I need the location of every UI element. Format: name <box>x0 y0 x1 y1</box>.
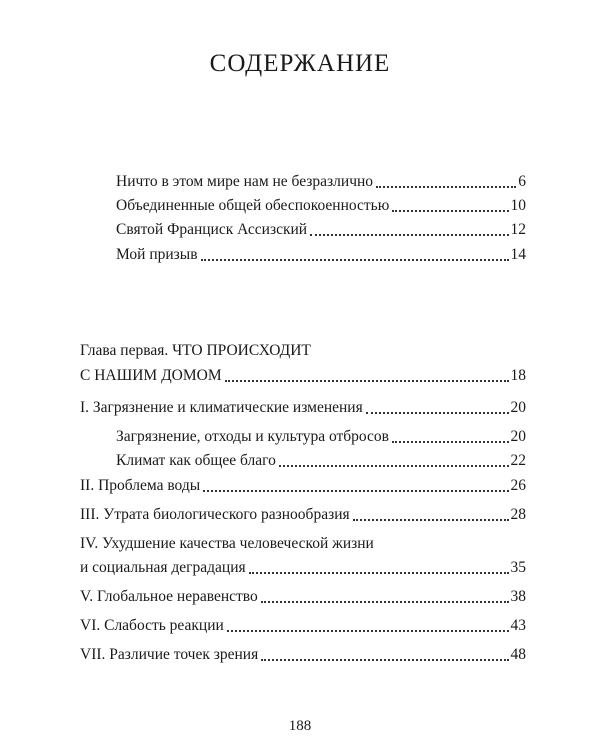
leader-dots <box>249 572 509 574</box>
leader-dots <box>203 490 508 492</box>
toc-entry <box>80 398 526 418</box>
toc-subentry <box>116 451 526 471</box>
leader-dots <box>201 259 509 261</box>
leader-dots <box>366 412 509 414</box>
toc-entry-page: 26 <box>510 477 526 494</box>
toc-entry-page: 48 <box>510 646 526 663</box>
toc-entry-page: 6 <box>518 173 526 190</box>
toc-entry-page: 10 <box>510 197 526 214</box>
toc-entry <box>80 616 526 636</box>
toc-entry <box>80 476 526 496</box>
toc-entry-page: 38 <box>510 588 526 605</box>
toc-entry-label: VII. Различие точек зрения <box>80 646 259 663</box>
leader-dots <box>392 210 508 212</box>
toc-entry <box>116 220 526 240</box>
toc-entry-label: Загрязнение, отходы и культура отбросов <box>116 428 389 445</box>
leader-dots <box>353 519 509 521</box>
chapter-heading-line2: С НАШИМ ДОМОМ <box>80 367 222 384</box>
toc-entry-page: 18 <box>510 367 526 384</box>
toc-entry-page: 22 <box>510 452 526 469</box>
leader-dots <box>261 659 508 661</box>
toc-entry-label: V. Глобальное неравенство <box>80 588 258 605</box>
toc-entry-page: 12 <box>510 221 526 238</box>
chapter-entry <box>80 366 526 386</box>
toc-entry-label-line1: IV. Ухудшение качества человеческой жизни <box>80 535 374 552</box>
leader-dots <box>376 186 516 188</box>
leader-dots <box>227 630 509 632</box>
toc-entry-label: I. Загрязнение и климатические изменения <box>80 399 363 416</box>
toc-entry-page: 20 <box>510 428 526 445</box>
toc-entry <box>80 505 526 525</box>
leader-dots <box>225 380 509 382</box>
toc-entry-label: Святой Франциск Ассизский <box>116 221 308 238</box>
toc-entry-page: 35 <box>510 559 526 576</box>
toc-subentry <box>116 427 526 447</box>
toc-entry-label: III. Утрата биологического разнообразия <box>80 506 350 523</box>
page-title: СОДЕРЖАНИЕ <box>209 50 391 77</box>
leader-dots <box>392 441 509 443</box>
leader-dots <box>261 601 509 603</box>
toc-entry-page: 28 <box>510 506 526 523</box>
leader-dots <box>310 234 508 236</box>
toc-entry-label: и социальная деградация <box>80 559 246 576</box>
toc-entry-label: II. Проблема воды <box>80 477 201 494</box>
toc-entry-page: 20 <box>510 399 526 416</box>
toc-entry-page: 43 <box>510 617 526 634</box>
toc-entry-label: Объединенные общей обеспокоенностью <box>116 197 390 214</box>
toc-entry-page: 14 <box>510 246 526 263</box>
toc-entry <box>80 645 526 665</box>
toc-entry <box>80 587 526 607</box>
page-number: 188 <box>288 718 312 734</box>
toc-entry <box>80 558 526 578</box>
toc-entry <box>116 172 526 192</box>
toc-entry <box>116 245 526 265</box>
toc-entry <box>116 196 526 216</box>
toc-entry-label: Климат как общее благо <box>116 452 276 469</box>
toc-entry-label: VI. Слабость реакции <box>80 617 224 634</box>
leader-dots <box>279 465 509 467</box>
toc-entry-label: Мой призыв <box>116 246 198 263</box>
chapter-heading-line1: Глава первая. ЧТО ПРОИСХОДИТ <box>80 342 311 359</box>
toc-entry-label: Ничто в этом мире нам не безразлично <box>116 173 374 190</box>
